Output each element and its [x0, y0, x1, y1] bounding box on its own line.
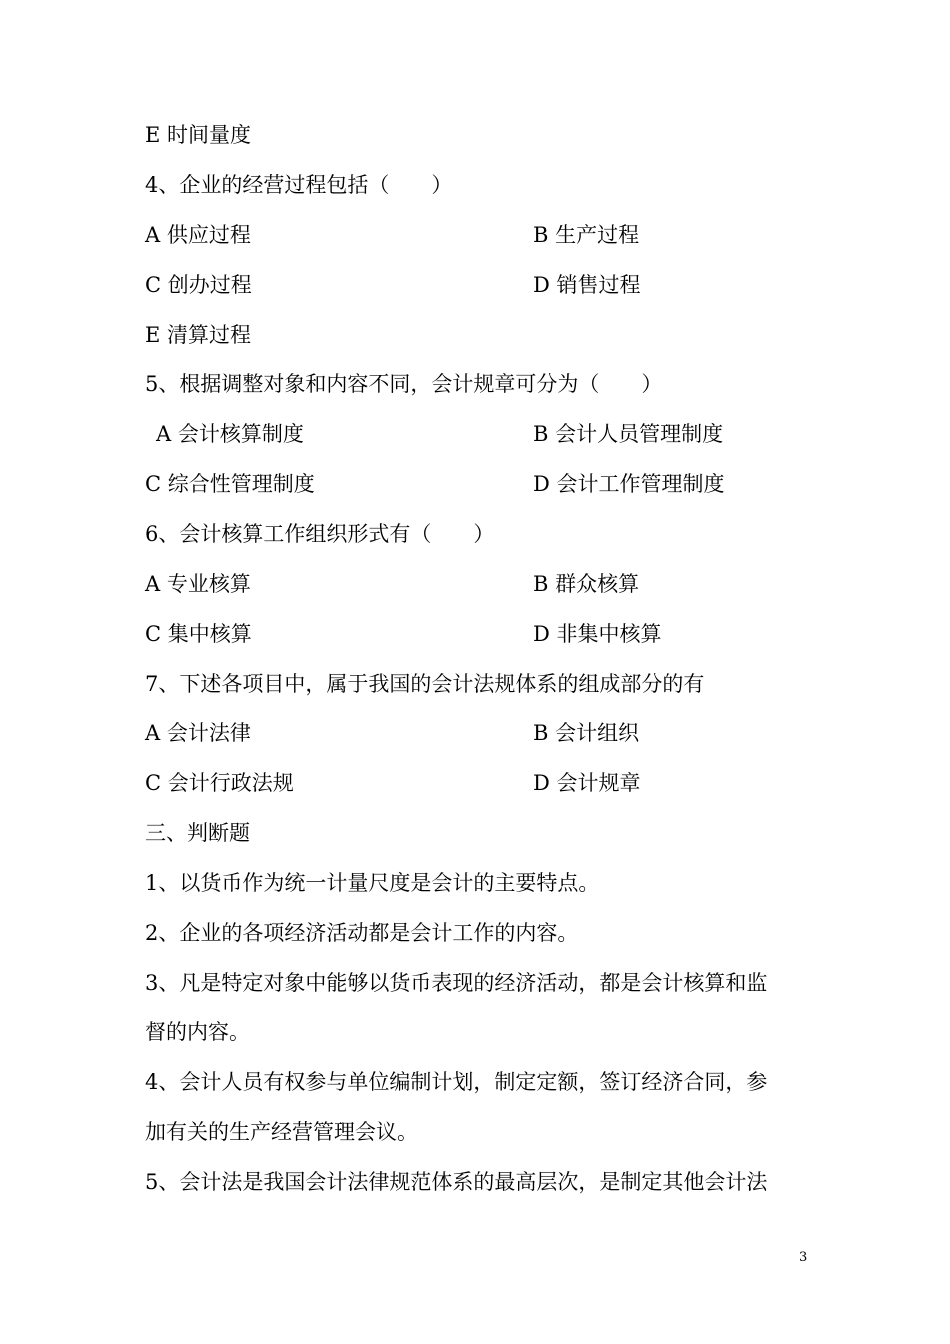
section-heading: 三、判断题: [145, 821, 250, 845]
q6-stem: 6、会计核算工作组织形式有（ ）: [145, 522, 495, 546]
q4-option-b: B 生产过程: [533, 223, 640, 247]
q4-option-d: D 销售过程: [533, 273, 641, 297]
q6-option-d: D 非集中核算: [533, 622, 662, 646]
q5-stem: 5、根据调整对象和内容不同，会计规章可分为（ ）: [145, 372, 663, 396]
q7-option-a: A 会计法律: [145, 721, 251, 745]
q4-option-e: E 清算过程: [145, 323, 252, 347]
q3-option-e: E 时间量度: [145, 123, 252, 147]
judgment-item-5-line-1: 5、会计法是我国会计法律规范体系的最高层次，是制定其他会计法: [145, 1170, 768, 1194]
q7-stem: 7、下述各项目中，属于我国的会计法规体系的组成部分的有: [145, 672, 705, 696]
q5-option-c: C 综合性管理制度: [145, 472, 315, 496]
judgment-item-1: 1、以货币作为统一计量尺度是会计的主要特点。: [145, 871, 600, 895]
judgment-item-3-line-2: 督的内容。: [145, 1020, 250, 1044]
judgment-item-4-line-2: 加有关的生产经营管理会议。: [145, 1120, 418, 1144]
q6-option-c: C 集中核算: [145, 622, 252, 646]
judgment-item-3-line-1: 3、凡是特定对象中能够以货币表现的经济活动，都是会计核算和监: [145, 971, 768, 995]
q7-option-b: B 会计组织: [533, 721, 640, 745]
q5-option-a: A 会计核算制度: [156, 422, 304, 446]
q7-option-c: C 会计行政法规: [145, 771, 294, 795]
q6-option-a: A 专业核算: [145, 572, 251, 596]
q4-option-a: A 供应过程: [145, 223, 251, 247]
q7-option-d: D 会计规章: [533, 771, 641, 795]
judgment-item-4-line-1: 4、会计人员有权参与单位编制计划，制定定额，签订经济合同，参: [145, 1070, 768, 1094]
page-number: 3: [799, 1250, 808, 1265]
q5-option-d: D 会计工作管理制度: [533, 472, 725, 496]
q6-option-b: B 群众核算: [533, 572, 640, 596]
q5-option-b: B 会计人员管理制度: [533, 422, 724, 446]
q4-option-c: C 创办过程: [145, 273, 252, 297]
judgment-item-2: 2、企业的各项经济活动都是会计工作的内容。: [145, 921, 579, 945]
q4-stem: 4、企业的经营过程包括（ ）: [145, 173, 453, 197]
